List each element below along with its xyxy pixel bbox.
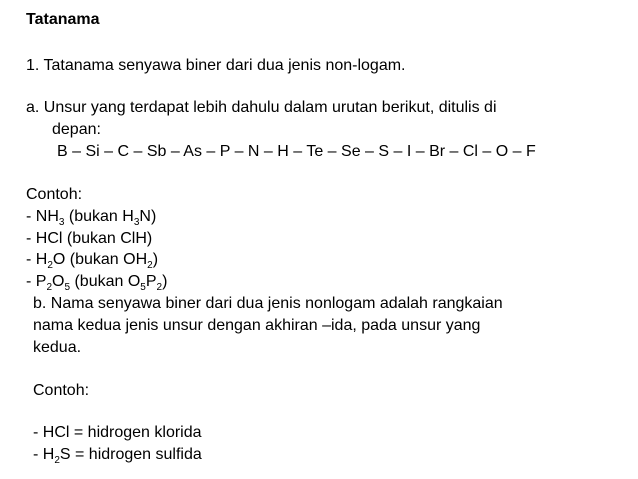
contoh-label-2: Contoh: [33,382,90,399]
example-h2s-name: - $H_2S$ = hidrogen sulfida [33,446,202,466]
example-h2o: - $H_2O$ (bukan $OH_2$) [26,251,159,271]
contoh-label-1: Contoh: [26,186,83,203]
rule-1: 1. Tatanama senyawa biner dari dua jenis non-logam. [26,57,406,74]
element-sequence: B – Si – C – Sb – As – P – N – H – Te – Se – S – I – Br – Cl – O – F [57,143,536,160]
rule-b-line-1: b. Nama senyawa biner dari dua jenis nonlogam adalah rangkaian [33,295,503,312]
rule-b-line-3: kedua. [33,339,82,356]
example-nh3: - $NH_3$ (bukan $H_3N$) [26,208,157,228]
example-p2o5: - $P_2O_5$ (bukan $O_5P_2$) [26,273,168,293]
rule-a-line-2: depan: [52,121,101,138]
example-hcl-name: - HCl = hidrogen klorida [33,424,202,441]
rule-b-line-2: nama kedua jenis unsur dengan akhiran –ida, pada unsur yang [33,317,481,334]
page-title: Tatanama [26,11,100,28]
rule-a-line-1: a. Unsur yang terdapat lebih dahulu dalam urutan berikut, ditulis di [26,99,497,116]
example-hcl: - HCl (bukan ClH) [26,230,153,247]
